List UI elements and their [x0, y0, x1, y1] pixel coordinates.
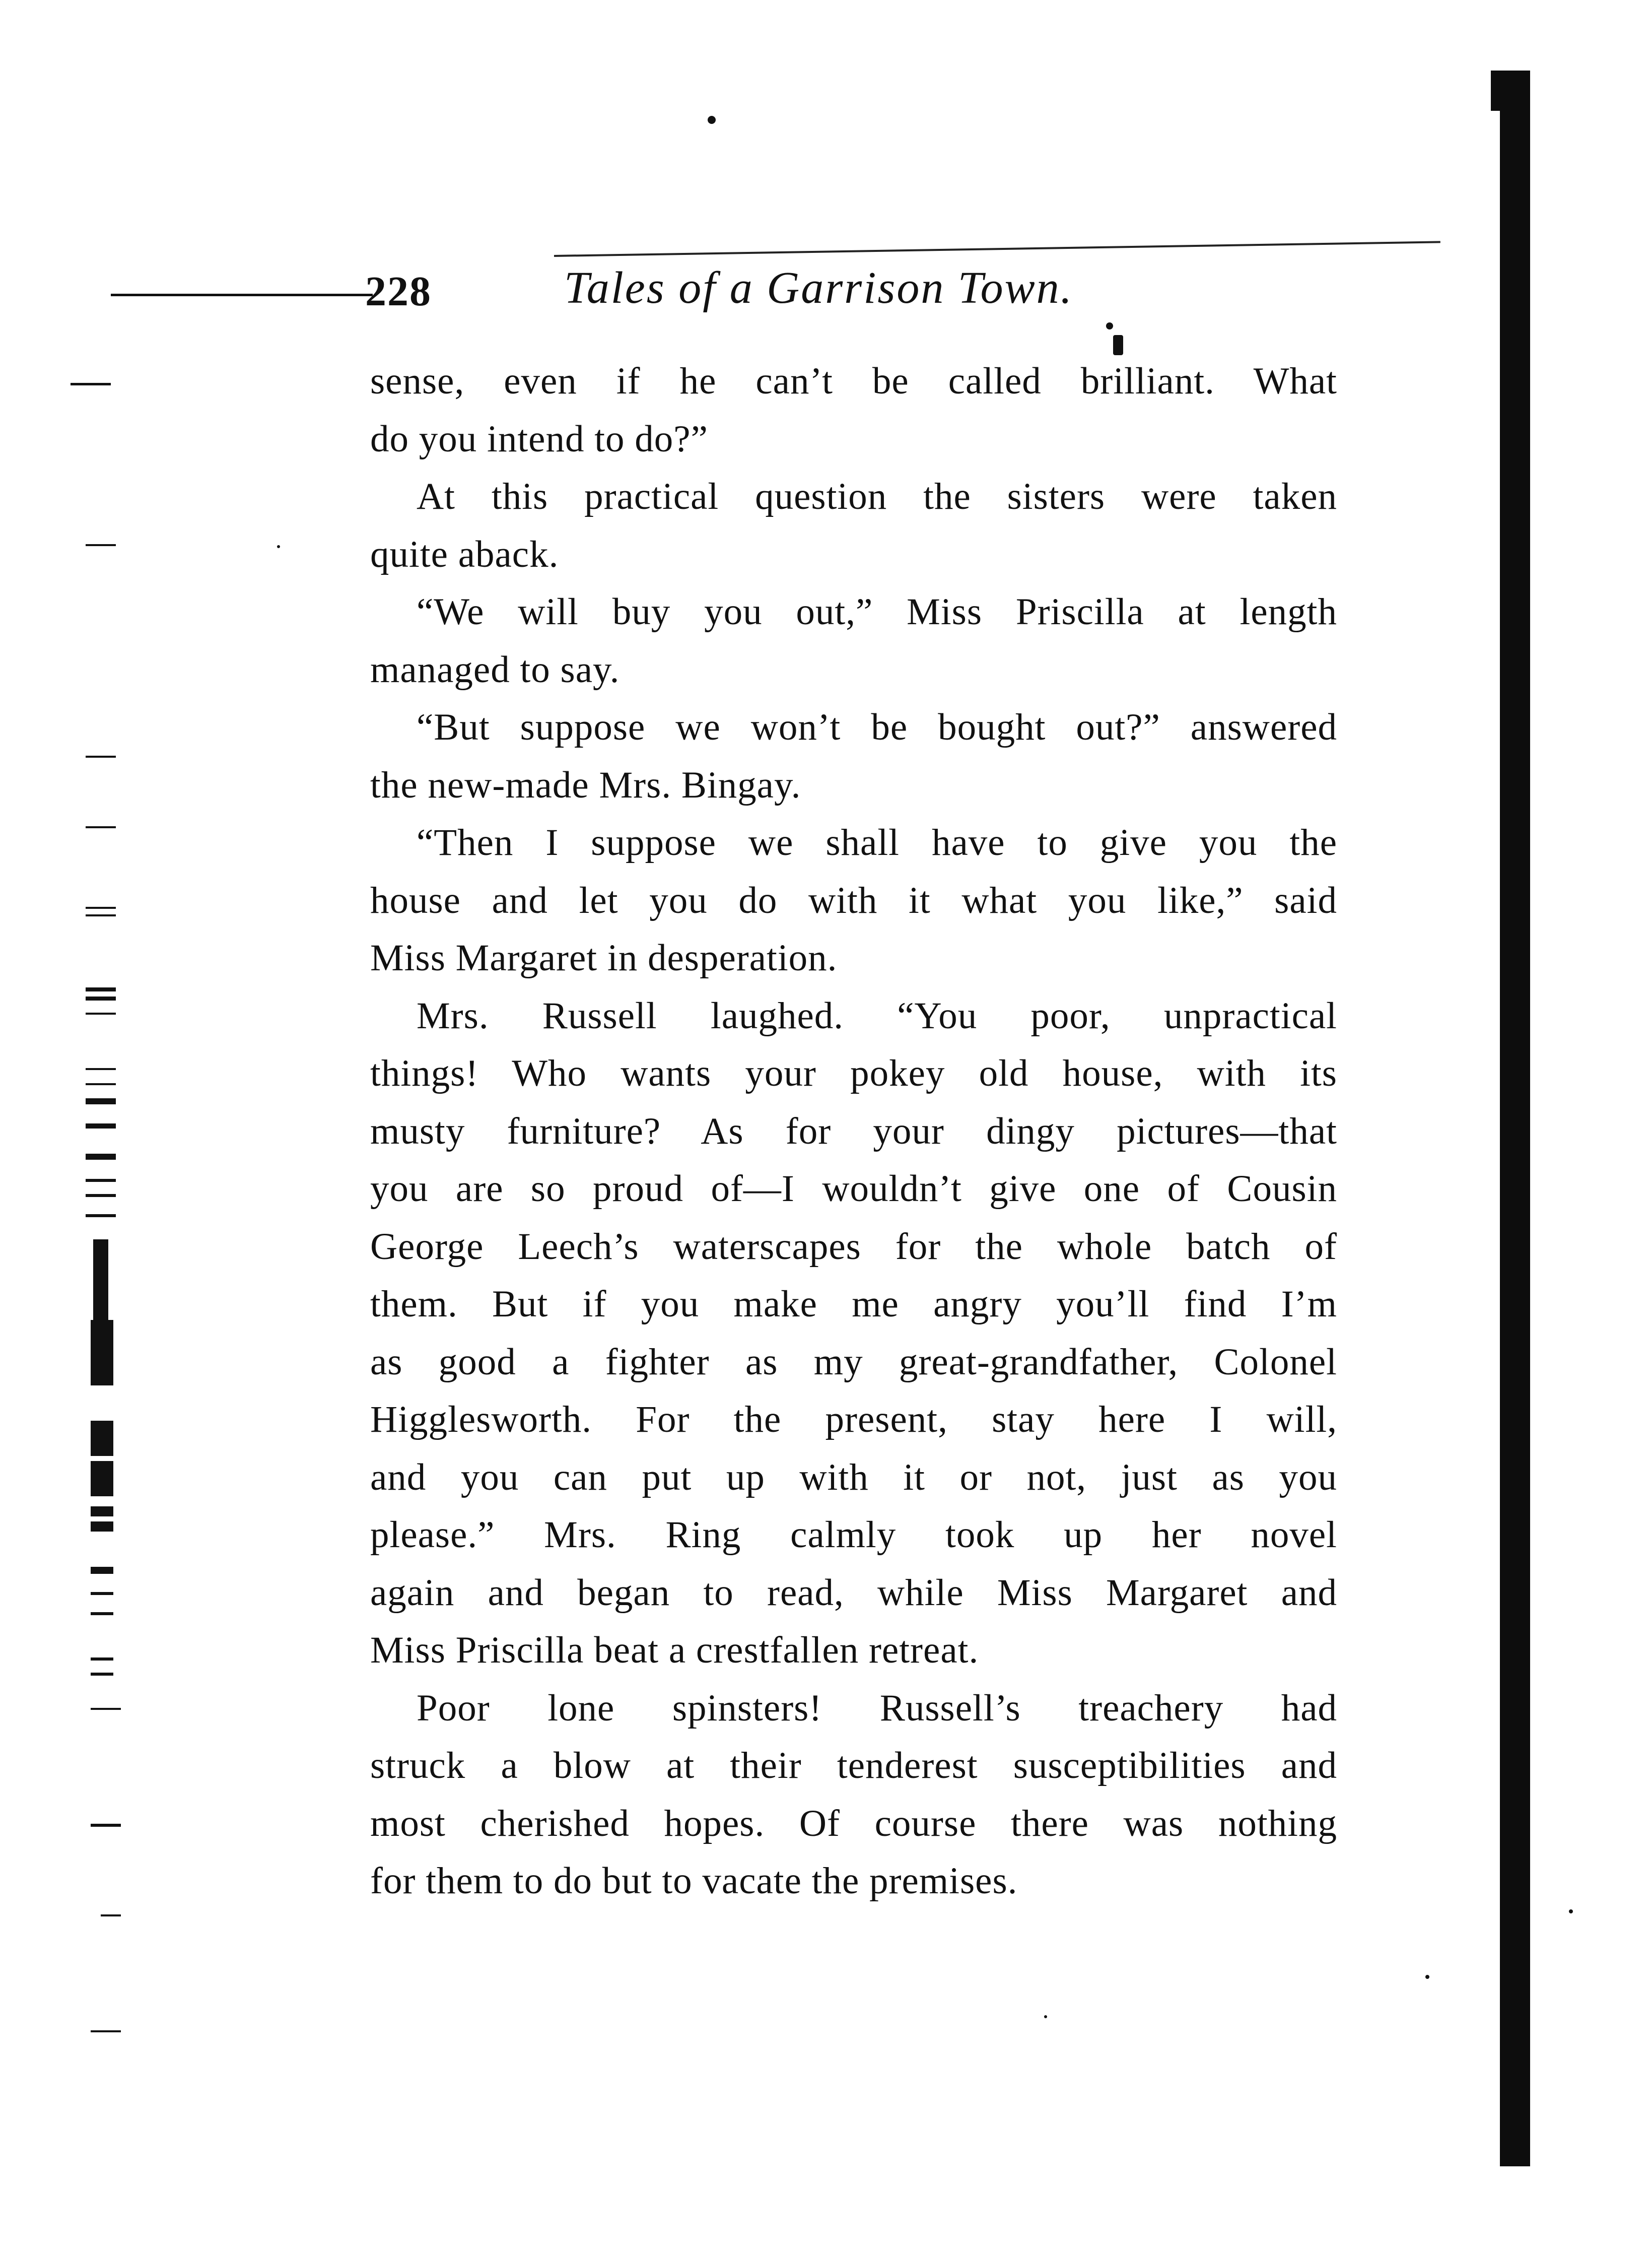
text-line: Higglesworth. For the present, stay here I will,: [370, 1399, 1337, 1440]
text-line: managed to say.: [370, 648, 620, 691]
scan-mark: [91, 1461, 113, 1496]
body-text: [370, 353, 1337, 1910]
text-line: Miss Priscilla beat a crestfallen retreat.: [370, 1629, 979, 1671]
scan-edge-right: [1500, 71, 1530, 2166]
speck: [1113, 335, 1123, 355]
running-title: Tales of a Garrison Town.: [564, 263, 1074, 313]
scan-mark: [86, 1154, 116, 1160]
scan-mark: [86, 826, 116, 828]
scan-mark: [91, 1320, 113, 1365]
scan-mark: [91, 1365, 113, 1385]
scan-mark: [101, 1914, 121, 1916]
page-number: 228: [365, 268, 432, 315]
scan-mark: [86, 987, 116, 991]
scan-mark: [91, 2030, 121, 2032]
scan-mark: [86, 544, 116, 546]
scan-mark: [86, 1123, 116, 1129]
scan-mark: [86, 1194, 116, 1197]
text-line: house and let you do with it what you like,” said: [370, 879, 1337, 921]
text-line: At this practical question the sisters were taken: [417, 476, 1337, 517]
scan-mark: [91, 1673, 113, 1676]
scan-mark: [91, 1506, 113, 1516]
text-line: as good a fighter as my great-grandfather, Colonel: [370, 1341, 1337, 1383]
text-line: Mrs. Russell laughed. “You poor, unpractical: [417, 994, 1337, 1037]
text-line: George Leech’s waterscapes for the whole batch of: [370, 1225, 1337, 1268]
scan-mark: [86, 997, 116, 1001]
scan-mark: [93, 1239, 108, 1330]
scan-mark: [91, 1657, 113, 1661]
scan-mark: [91, 1824, 121, 1827]
scan-mark: [91, 1708, 121, 1710]
text-line: musty furniture? As for your dingy pictures—that: [370, 1110, 1337, 1152]
speck: [708, 116, 716, 124]
scan-mark: [86, 1179, 116, 1182]
text-line: things! Who wants your pokey old house, with its: [370, 1052, 1337, 1094]
text-line: Miss Margaret in desperation.: [370, 937, 838, 979]
header-rule-left: [111, 294, 373, 296]
text-line: them. But if you make me angry you’ll find I’m: [370, 1283, 1337, 1325]
speck: [1044, 2015, 1047, 2018]
scan-mark: [91, 1592, 113, 1595]
text-line: “We will buy you out,” Miss Priscilla at length: [417, 591, 1337, 633]
text-line: “But suppose we won’t be bought out?” answered: [417, 706, 1337, 748]
text-line: please.” Mrs. Ring calmly took up her novel: [370, 1514, 1337, 1556]
scan-mark: [86, 914, 116, 916]
text-line: for them to do but to vacate the premises.: [370, 1860, 1018, 1902]
text-line: Poor lone spinsters! Russell’s treachery had: [417, 1687, 1337, 1729]
scan-mark: [71, 383, 111, 385]
header-rule-right: [554, 241, 1440, 257]
text-line: you are so proud of—I wouldn’t give one of Cousin: [370, 1168, 1337, 1210]
scan-mark: [86, 1098, 116, 1104]
text-line: struck a blow at their tenderest susceptibilities and: [370, 1745, 1337, 1786]
text-line: sense, even if he can’t be called brilliant. What: [370, 360, 1337, 402]
text-line: and you can put up with it or not, just as you: [370, 1456, 1337, 1498]
text-line: the new-made Mrs. Bingay.: [370, 764, 801, 806]
speck: [1425, 1975, 1429, 1979]
text-line: “Then I suppose we shall have to give you the: [417, 822, 1337, 864]
text-line: do you intend to do?”: [370, 418, 708, 460]
scan-mark: [86, 1068, 116, 1070]
speck: [1106, 322, 1113, 329]
scan-mark: [91, 1567, 113, 1574]
scan-mark: [91, 1421, 113, 1456]
scan-mark: [86, 1083, 116, 1085]
scan-mark: [86, 907, 116, 909]
text-line: quite aback.: [370, 533, 559, 575]
scan-mark: [91, 1612, 113, 1615]
scan-mark: [91, 1521, 113, 1532]
scan-edge-right-top: [1491, 71, 1516, 111]
scan-mark: [86, 1214, 116, 1217]
speck: [1569, 1909, 1573, 1913]
scan-mark: [86, 1013, 116, 1015]
scan-mark: [86, 756, 116, 758]
speck: [277, 545, 280, 548]
text-line: most cherished hopes. Of course there was nothing: [370, 1802, 1337, 1844]
text-line: again and began to read, while Miss Margaret and: [370, 1571, 1337, 1614]
